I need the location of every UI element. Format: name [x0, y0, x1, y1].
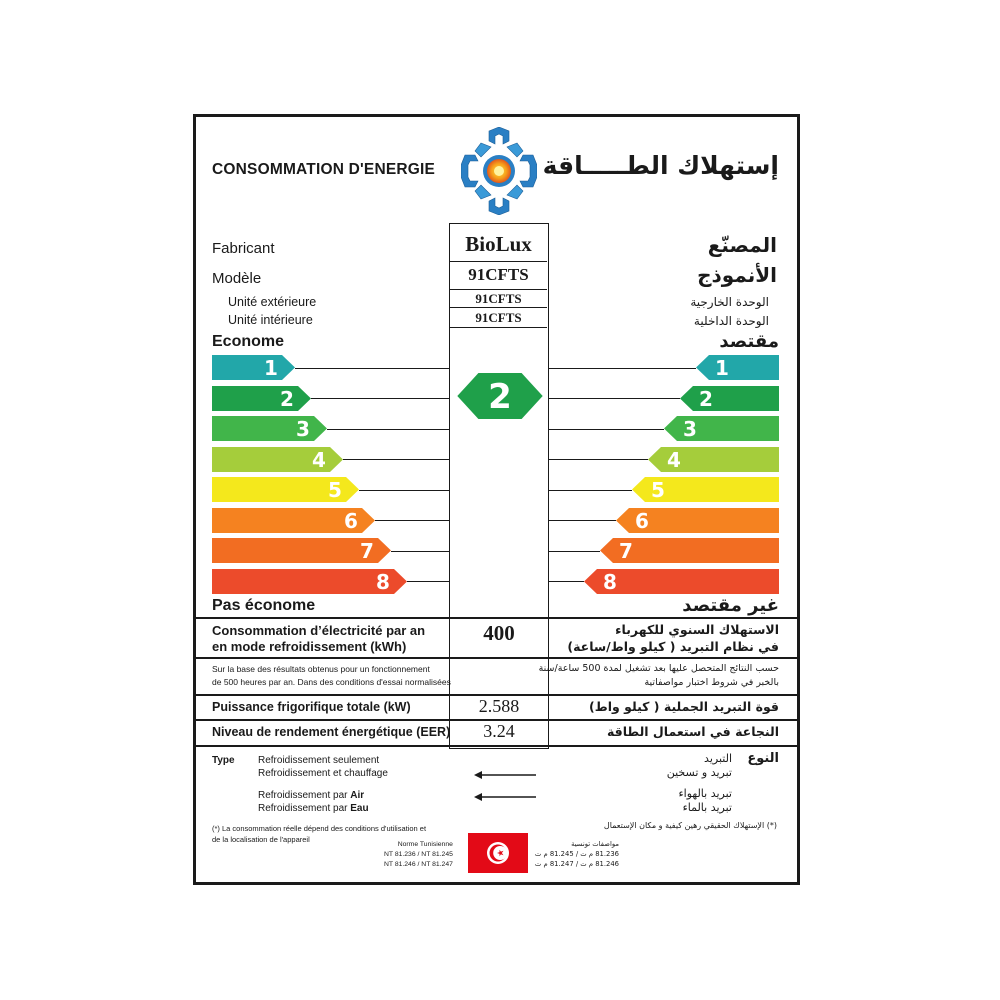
model-label-fr: Modèle	[212, 270, 262, 287]
cool-heat-fr: Refroidissement et chauffage	[258, 768, 388, 779]
type-label-fr: Type	[212, 755, 235, 766]
consumption-label-ar-line2: في نظام التبريد ( كيلو واط/ساعة)	[567, 639, 779, 654]
indoor-unit-label-ar: الوحدة الداخلية	[693, 314, 769, 328]
separator	[196, 745, 797, 747]
energy-bar-label: 8	[603, 569, 617, 594]
energy-bar-label: 2	[280, 386, 294, 411]
cool-heat-ar: تبريد و تسخين	[666, 766, 732, 779]
consumption-label-ar	[567, 621, 779, 655]
norm-line2-ar: 81.246 م ت / 81.247 م ت	[534, 860, 619, 868]
footnote-fr-line1: (*) La consommation réelle dépend des conditions d'utilisation et	[212, 824, 427, 833]
energy-bar-right-2	[679, 386, 779, 411]
energy-bar-label: 1	[264, 356, 278, 380]
consumption-label-fr-line2: en mode refroidissement (kWh)	[212, 639, 407, 654]
air-cooling-ar: تبريد بالهواء	[678, 787, 732, 800]
test-basis-fr-line2: de 500 heures par an. Dans des conditions d'essai normalisées	[212, 677, 451, 687]
tunisia-flag-icon	[468, 833, 528, 873]
cooling-power-label-ar: قوة التبريد الجملية ( كيلو واط)	[589, 699, 779, 714]
separator	[196, 617, 797, 619]
test-basis-ar-line1: حسب النتائج المتحصل عليها بعد تشغيل لمدة 500 ساعة/سنة	[538, 663, 779, 674]
cooling-mode-ar	[667, 752, 732, 780]
cooling-power-label-fr: Puissance frigorifique totale (kW)	[212, 700, 411, 714]
cool-only-ar: التبريد	[704, 752, 732, 765]
air-word: Air	[350, 790, 365, 801]
economical-label-ar: مقتصد	[719, 331, 779, 352]
arrow-left-icon	[474, 770, 536, 780]
test-basis-fr	[212, 663, 451, 689]
norm-line1-ar: 81.236 م ت / 81.245 م ت	[534, 850, 619, 858]
bar-connector-line	[549, 429, 664, 430]
indoor-unit-label-fr: Unité intérieure	[228, 313, 313, 327]
energy-label	[193, 114, 800, 885]
title-french: CONSOMMATION D'ENERGIE	[212, 161, 436, 178]
test-basis-ar	[539, 662, 779, 690]
outdoor-unit-value: 91CFTS	[450, 290, 547, 308]
energy-bar-label: 7	[619, 539, 633, 563]
wasteful-label-fr: Pas économe	[212, 597, 316, 614]
energy-bar-left-5	[212, 477, 360, 502]
bar-connector-line	[549, 398, 680, 399]
bar-connector-line	[549, 459, 648, 460]
cool-only-fr: Refroidissement seulement	[258, 755, 380, 766]
bar-connector-line	[343, 459, 449, 460]
energy-bar-right-6	[615, 508, 779, 533]
energy-bar-label: 3	[683, 417, 697, 441]
energy-bar-label: 2	[699, 386, 713, 411]
class-indicator-value: 2	[488, 377, 512, 417]
energy-bar-label: 4	[667, 447, 681, 472]
energy-bar-left-2	[212, 386, 312, 411]
water-cooling-ar: تبريد بالماء	[682, 801, 732, 814]
air-cooling-prefix: Refroidissement par	[258, 790, 351, 801]
bar-connector-line	[549, 490, 632, 491]
energy-bar-left-6	[212, 508, 376, 533]
bar-connector-line	[549, 368, 696, 369]
cooling-mode-fr	[258, 754, 388, 780]
norm-ar	[535, 839, 619, 869]
energy-bar-right-7	[599, 538, 779, 563]
annual-consumption-value: 400	[483, 621, 515, 645]
test-basis-ar-line2: بالخبر في شروط اختبار مواصفاتية	[644, 677, 779, 688]
energy-bar-label: 6	[344, 508, 358, 533]
energy-bar-left-4	[212, 447, 344, 472]
eer-label-ar: النجاعة في استعمال الطاقة	[606, 724, 779, 739]
model-value: 91CFTS	[450, 262, 547, 290]
norm-fr	[384, 840, 453, 870]
energy-bar-left-1	[212, 355, 296, 380]
bar-connector-line	[295, 368, 449, 369]
energy-bar-right-5	[631, 477, 779, 502]
type-label-ar: النوع	[747, 751, 779, 766]
norm-line2-fr: NT 81.246 / NT 81.247	[384, 861, 453, 868]
manufacturer-label-fr: Fabricant	[212, 240, 275, 257]
outdoor-unit-label-fr: Unité extérieure	[228, 295, 317, 309]
eer-value: 3.24	[483, 721, 515, 741]
energy-bar-left-8	[212, 569, 408, 594]
cooling-medium-fr	[258, 789, 369, 815]
manufacturer-label-ar: المصنّع	[707, 233, 777, 257]
test-basis-fr-line1: Sur la base des résultats obtenus pour un fonctionnement	[212, 664, 430, 674]
bar-connector-line	[549, 520, 616, 521]
energy-bar-left-7	[212, 538, 392, 563]
norm-title-ar: مواصفات تونسية	[571, 840, 619, 848]
eer-label-fr: Niveau de rendement énergétique (EER)	[212, 725, 451, 739]
energy-bar-right-1	[695, 355, 779, 380]
title-arabic: إستهلاك الطـــــاقة	[542, 151, 779, 180]
model-label-ar: الأنموذج	[697, 263, 777, 287]
energy-bar-label: 8	[376, 569, 390, 594]
energy-bar-shape	[212, 355, 295, 380]
water-word: Eau	[350, 803, 369, 814]
bar-connector-line	[391, 551, 449, 552]
energy-bar-shape	[212, 386, 311, 411]
bar-connector-line	[359, 490, 449, 491]
cooling-power-value: 2.588	[478, 696, 520, 716]
bar-connector-line	[375, 520, 449, 521]
energy-bar-shape	[664, 416, 779, 441]
indoor-unit-value: 91CFTS	[450, 308, 547, 328]
class-indicator-arrow	[454, 370, 546, 422]
energy-bar-label: 5	[651, 478, 665, 502]
energy-bar-right-4	[647, 447, 779, 472]
norm-line1-fr: NT 81.236 / NT 81.245	[384, 851, 453, 858]
economical-label-fr: Econome	[212, 333, 285, 350]
bar-connector-line	[327, 429, 449, 430]
bar-connector-line	[549, 551, 600, 552]
arrow-left-icon	[474, 792, 536, 802]
brand-value: BioLux	[450, 224, 547, 262]
footnote-ar: (*) الإستهلاك الحقيقي رهين كيفية و مكان الإستعمال	[603, 821, 777, 830]
wasteful-label-ar: غير مقتصد	[682, 595, 779, 616]
energy-bar-label: 4	[312, 447, 326, 472]
energy-bar-label: 3	[296, 417, 310, 441]
energy-bar-left-3	[212, 416, 328, 441]
cooling-medium-ar	[678, 787, 732, 815]
energy-bar-shape	[696, 355, 779, 380]
energy-bar-label: 7	[360, 539, 374, 563]
bar-connector-line	[407, 581, 449, 582]
energy-bar-label: 1	[715, 356, 729, 380]
air-cooling-fr	[258, 789, 369, 802]
bar-connector-line	[549, 581, 584, 582]
bar-connector-line	[311, 398, 449, 399]
energy-bar-right-8	[583, 569, 779, 594]
outdoor-unit-label-ar: الوحدة الخارجية	[690, 295, 769, 309]
footnote-fr-line2: de la localisation de l'appareil	[212, 835, 310, 844]
energy-bar-label: 6	[635, 508, 649, 533]
energy-bar-label: 5	[328, 478, 342, 502]
consumption-label-fr-line1: Consommation d’électricité par an	[212, 623, 426, 638]
consumption-label-fr	[212, 623, 425, 655]
consumption-label-ar-line1: الاستهلاك السنوي للكهرباء	[615, 622, 779, 637]
energy-bar-right-3	[663, 416, 779, 441]
separator	[196, 657, 797, 659]
water-cooling-fr	[258, 802, 369, 815]
norm-title-fr: Norme Tunisienne	[397, 841, 453, 848]
energy-bar-shape	[680, 386, 779, 411]
water-cooling-prefix: Refroidissement par	[258, 803, 351, 814]
